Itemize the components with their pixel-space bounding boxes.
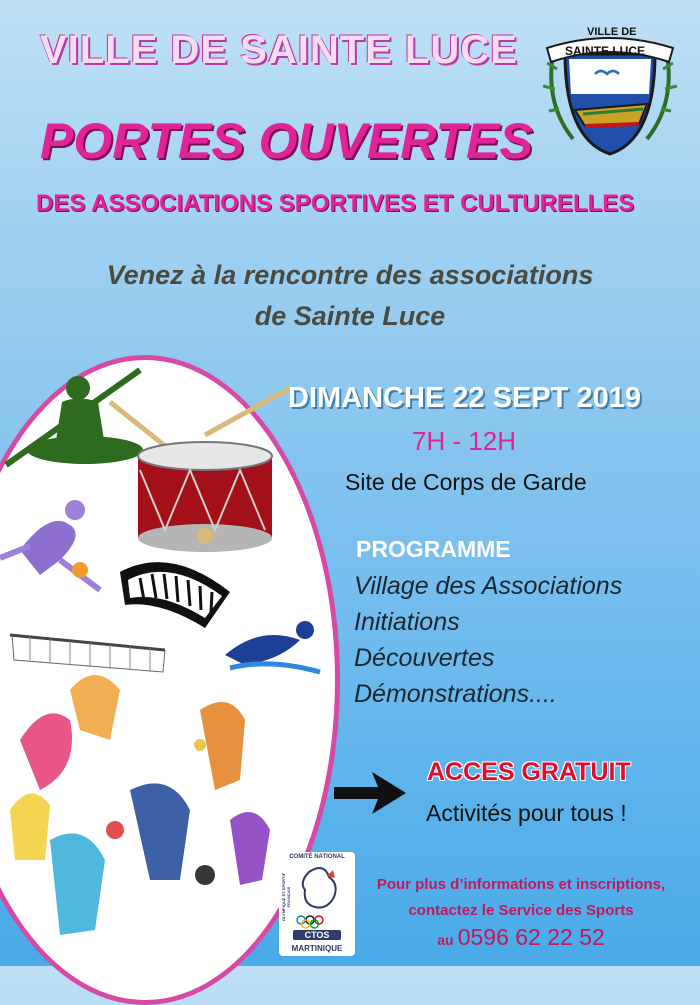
piano-icon <box>120 562 230 628</box>
programme-list <box>354 568 622 712</box>
logo-top-text: VILLE DE <box>587 26 637 38</box>
phone-prefix: au <box>437 932 454 948</box>
kayak-icon <box>6 370 143 465</box>
contact-phone-line <box>356 924 686 954</box>
logo-name-text: SAINTE LUCE <box>565 44 646 58</box>
programme-title: PROGRAMME <box>356 536 511 562</box>
sainte-luce-logo <box>535 14 685 164</box>
drum-icon <box>110 388 290 552</box>
contact-line-1: Pour plus d’informations et inscriptions, <box>376 876 666 893</box>
event-location: Site de Corps de Garde <box>345 469 587 495</box>
associations-subtitle: DES ASSOCIATIONS SPORTIVES ET CULTURELLES <box>36 190 635 217</box>
ctos-side-text: OLYMPIQUE ET SPORTIF FRANÇAIS <box>281 872 291 922</box>
contact-info <box>356 872 686 954</box>
programme-item: Démonstrations.... <box>354 680 557 708</box>
access-subtitle: Activités pour tous ! <box>426 800 627 826</box>
ctos-region: MARTINIQUE <box>291 944 343 953</box>
programme-item: Village des Associations <box>354 572 623 600</box>
programme-item: Découvertes <box>354 644 495 672</box>
athletes-icon <box>10 675 270 935</box>
ville-title: VILLE DE SAINTE LUCE <box>40 28 518 72</box>
portes-ouvertes-title: PORTES OUVERTES <box>40 113 533 169</box>
event-date: DIMANCHE 22 SEPT 2019 <box>288 382 641 414</box>
swimmer-icon <box>225 621 320 672</box>
dancer-icon <box>0 500 100 590</box>
intro-line-2: de Sainte Luce <box>254 301 446 331</box>
arrow-right-icon <box>332 768 408 822</box>
event-hours: 7H - 12H <box>412 426 517 456</box>
ctos-name: CTOS <box>293 930 341 940</box>
intro-text <box>0 255 700 337</box>
ctos-top-text: COMITÉ NATIONAL <box>289 854 345 860</box>
intro-line-1: Venez à la rencontre des associations <box>106 260 594 290</box>
programme-item: Initiations <box>354 608 460 636</box>
access-title: ACCES GRATUIT <box>427 758 631 786</box>
ctos-logo <box>279 852 355 956</box>
contact-line-2: contactez le Service des Sports <box>408 902 634 919</box>
phone-number: 0596 62 22 52 <box>457 924 605 950</box>
